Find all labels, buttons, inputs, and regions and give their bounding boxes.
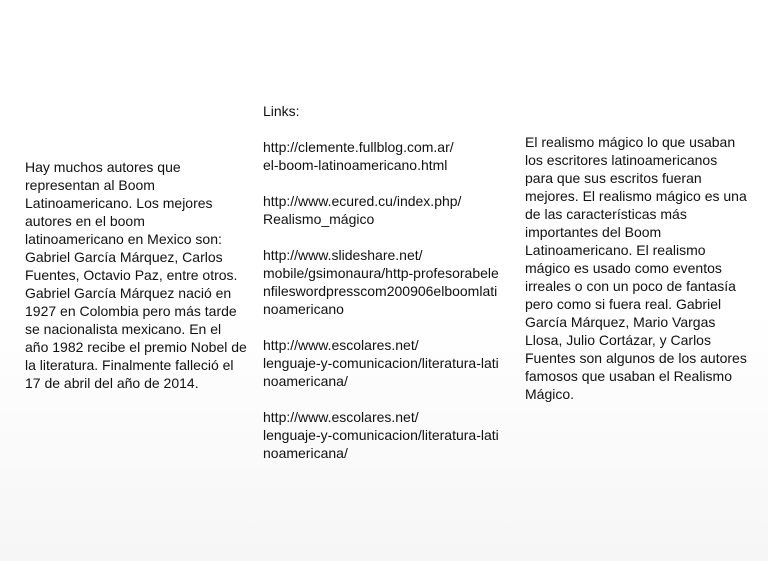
link-item[interactable]: [263, 336, 503, 390]
magical-realism-paragraph-block: [525, 133, 747, 403]
link-item[interactable]: [263, 408, 503, 462]
link-url-part[interactable]: el-boom-latinoamericano.html: [263, 157, 448, 173]
link-url-part[interactable]: Realismo_mágico: [263, 211, 375, 227]
link-url-part[interactable]: http://clemente.fullblog.com.ar/: [263, 139, 454, 155]
link-url-part[interactable]: lenguaje-y-comunicacion/literatura-latinoamericana/: [263, 355, 499, 389]
magical-realism-paragraph: El realismo mágico lo que usaban los escritores latinoamericanos para que sus escritos fueran mejores. El realismo mágico es una de las características más importantes del Boom Latinoamericano. El realismo mágico es usado como eventos irreales o con un poco de fantasía pero como si fuera real. Gabriel García Márquez, Mario Vargas Llosa, Julio Cortázar, y Carlos Fuentes son algunos de los autores famosos que usaban el Realismo Mágico.: [525, 134, 747, 402]
link-url-part[interactable]: http://www.ecured.cu/index.php/: [263, 193, 462, 209]
link-item[interactable]: [263, 138, 503, 174]
boom-authors-paragraph: Hay muchos autores que representan al Boom Latinoamericano. Los mejores autores en el boom latinoamericano en Mexico son: Gabriel García Márquez, Carlos Fuentes, Octavio Paz, entre otros. Gabriel García Márquez nació en 1927 en Colombia pero más tarde se nacionalista mexicano. En el año 1982 recibe el premio Nobel de la literatura. Finalmente falleció el 17 de abril del año de 2014.: [25, 159, 247, 391]
link-url-part[interactable]: http://www.escolares.net/: [263, 337, 419, 353]
link-url-part[interactable]: mobile/gsimonaura/http-profesorabelenfileswordpresscom200906elboomlatinoamericano: [263, 265, 499, 317]
link-item[interactable]: [263, 192, 503, 228]
link-item[interactable]: [263, 246, 503, 318]
links-heading: Links:: [263, 103, 300, 119]
boom-authors-paragraph-block: [25, 158, 247, 392]
link-url-part[interactable]: lenguaje-y-comunicacion/literatura-latinoamericana/: [263, 427, 499, 461]
link-url-part[interactable]: http://www.slideshare.net/: [263, 247, 423, 263]
link-url-part[interactable]: http://www.escolares.net/: [263, 409, 419, 425]
links-section: [263, 102, 503, 462]
